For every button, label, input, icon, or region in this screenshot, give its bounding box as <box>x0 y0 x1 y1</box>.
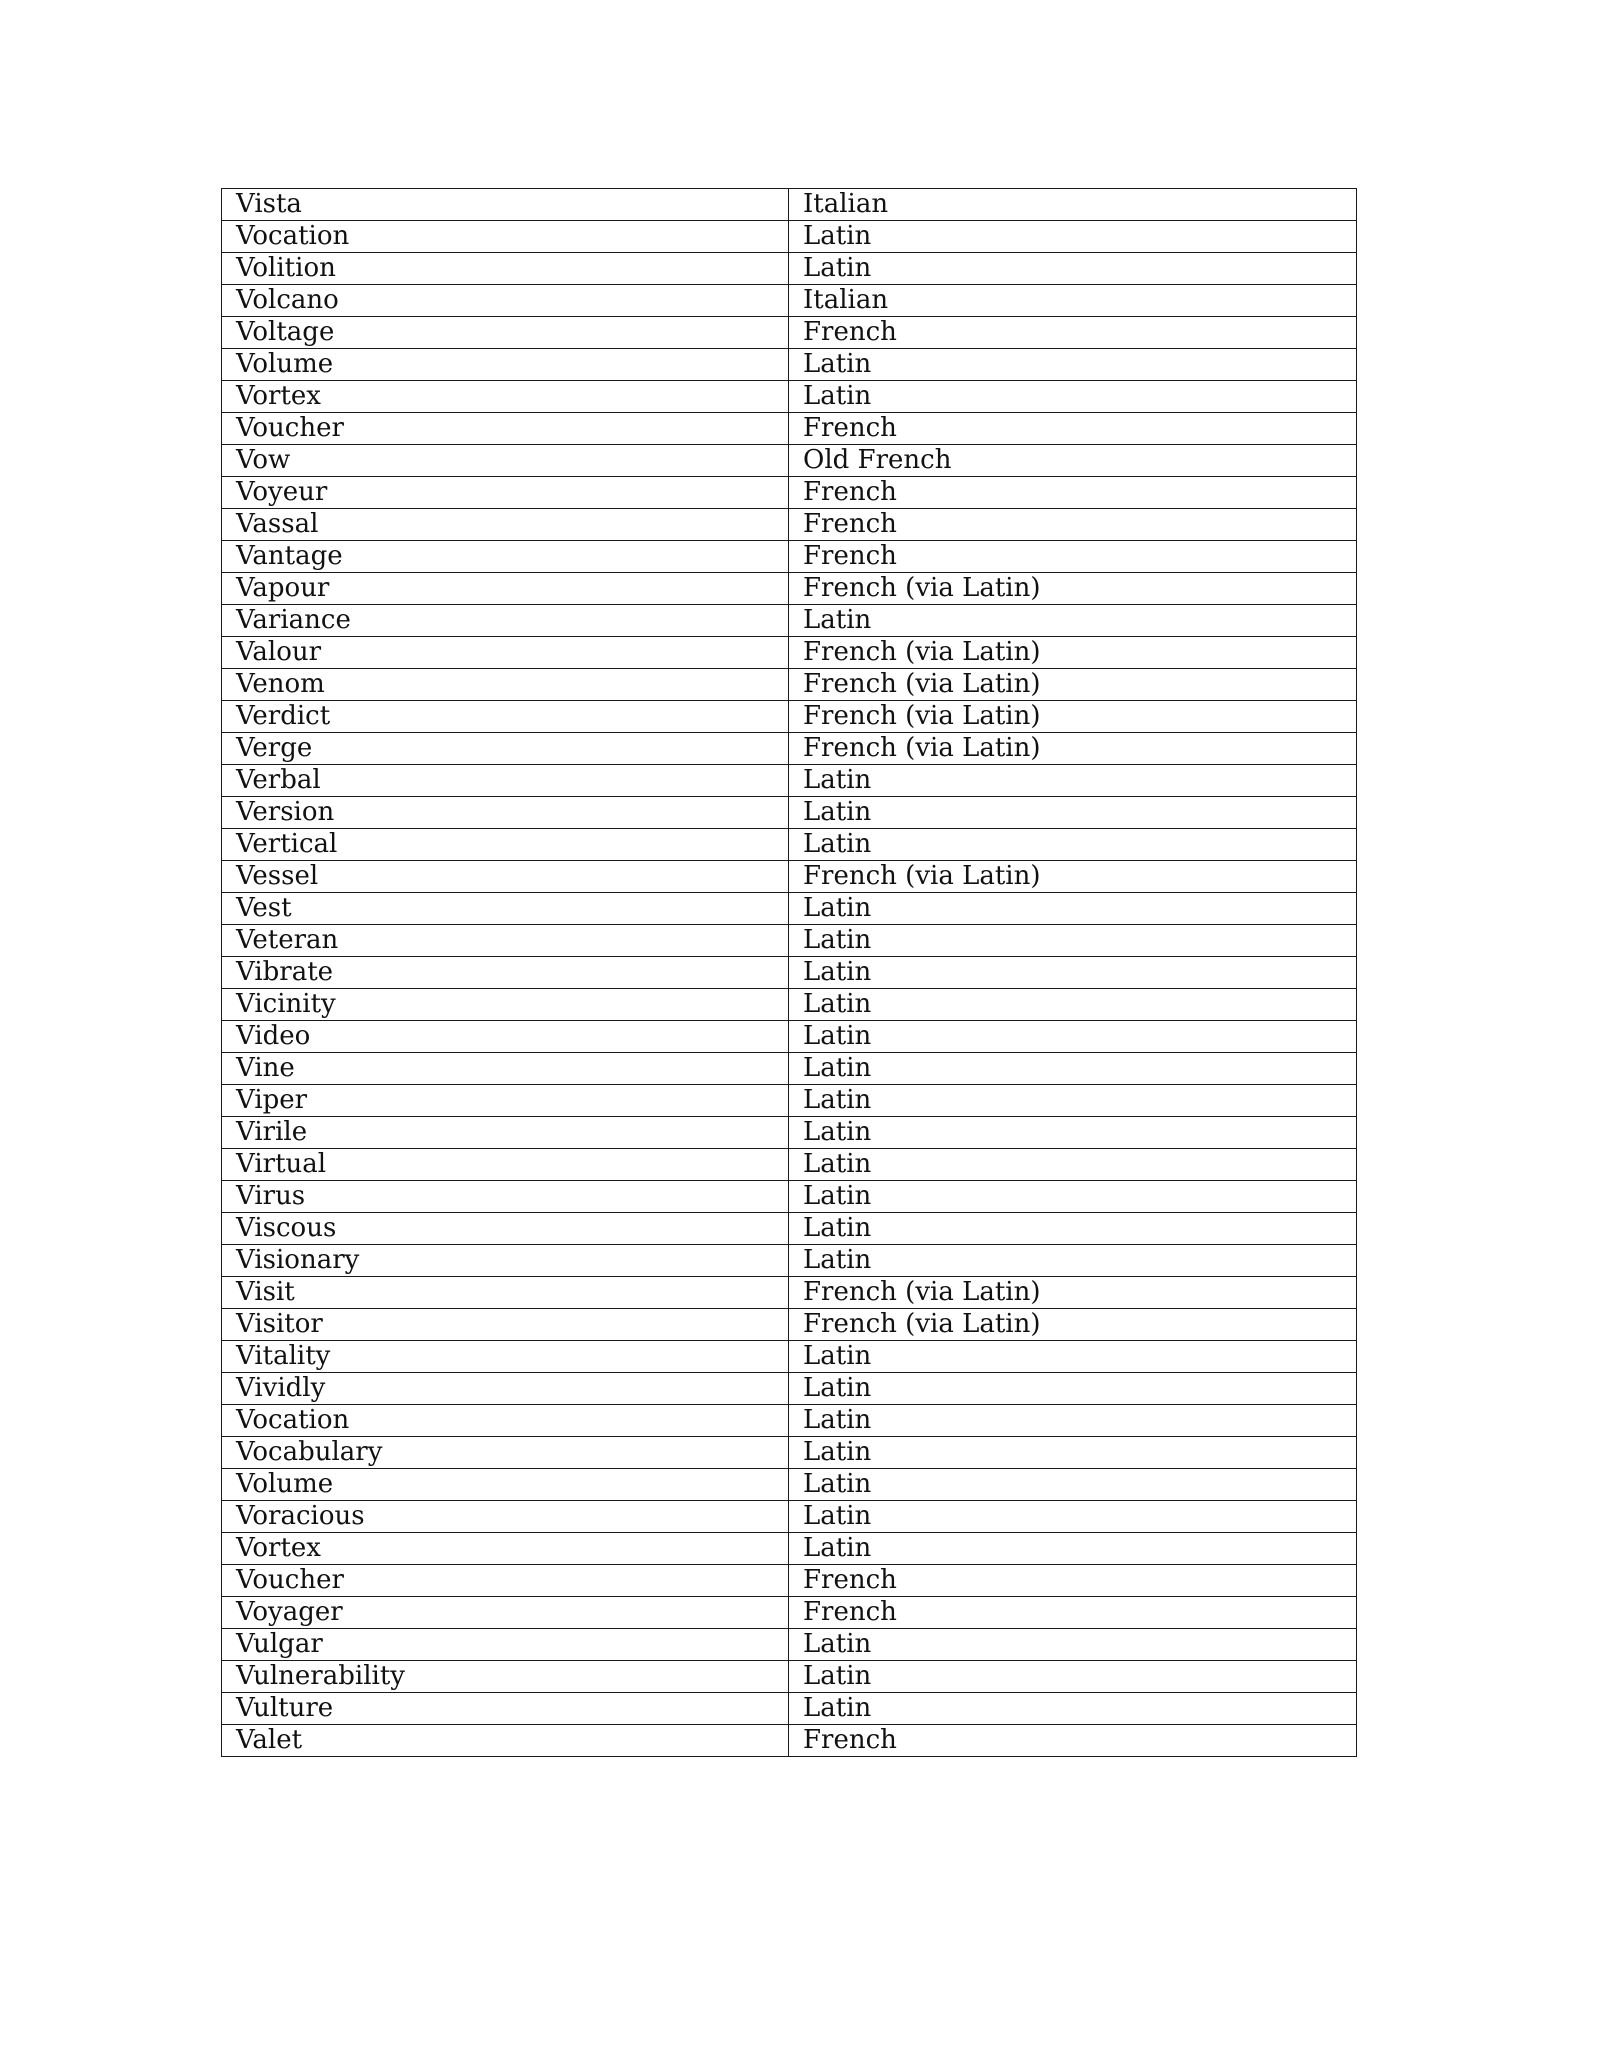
table-row <box>222 189 1357 221</box>
origin-cell: Latin <box>789 1341 1357 1373</box>
table-row <box>222 1309 1357 1341</box>
origin-cell: Latin <box>789 925 1357 957</box>
table-row <box>222 605 1357 637</box>
word-cell: Verge <box>222 733 789 765</box>
word-cell: Variance <box>222 605 789 637</box>
table-row <box>222 1501 1357 1533</box>
table-row <box>222 637 1357 669</box>
word-cell: Voucher <box>222 1565 789 1597</box>
table-row <box>222 1053 1357 1085</box>
word-origin-table <box>221 188 1357 1757</box>
table-row <box>222 445 1357 477</box>
word-cell: Volcano <box>222 285 789 317</box>
table-row <box>222 733 1357 765</box>
word-cell: Video <box>222 1021 789 1053</box>
origin-cell: French (via Latin) <box>789 861 1357 893</box>
origin-cell: Latin <box>789 1149 1357 1181</box>
table-row <box>222 1661 1357 1693</box>
word-cell: Volume <box>222 1469 789 1501</box>
table-row <box>222 989 1357 1021</box>
table-row <box>222 1469 1357 1501</box>
origin-cell: Latin <box>789 1533 1357 1565</box>
origin-cell: Latin <box>789 605 1357 637</box>
table-row <box>222 253 1357 285</box>
origin-cell: French (via Latin) <box>789 637 1357 669</box>
word-cell: Vocation <box>222 1405 789 1437</box>
origin-cell: Latin <box>789 1373 1357 1405</box>
origin-cell: Latin <box>789 1437 1357 1469</box>
origin-cell: French <box>789 541 1357 573</box>
word-cell: Voltage <box>222 317 789 349</box>
word-cell: Volition <box>222 253 789 285</box>
word-cell: Vulnerability <box>222 1661 789 1693</box>
table-row <box>222 861 1357 893</box>
origin-cell: French <box>789 1597 1357 1629</box>
table-row <box>222 1565 1357 1597</box>
origin-cell: Latin <box>789 1629 1357 1661</box>
word-cell: Vulture <box>222 1693 789 1725</box>
table-row <box>222 797 1357 829</box>
word-cell: Vapour <box>222 573 789 605</box>
word-cell: Virtual <box>222 1149 789 1181</box>
table-row <box>222 829 1357 861</box>
origin-cell: Latin <box>789 829 1357 861</box>
origin-cell: French <box>789 1725 1357 1757</box>
origin-cell: Latin <box>789 765 1357 797</box>
origin-cell: Latin <box>789 1469 1357 1501</box>
table-row <box>222 925 1357 957</box>
origin-cell: Latin <box>789 1053 1357 1085</box>
word-cell: Vocabulary <box>222 1437 789 1469</box>
table-row <box>222 1629 1357 1661</box>
table-row <box>222 1277 1357 1309</box>
table-row <box>222 765 1357 797</box>
table-body <box>222 189 1357 1757</box>
table-row <box>222 1693 1357 1725</box>
word-cell: Voyager <box>222 1597 789 1629</box>
table-row <box>222 1245 1357 1277</box>
origin-cell: Latin <box>789 253 1357 285</box>
table-row <box>222 541 1357 573</box>
word-cell: Vest <box>222 893 789 925</box>
word-cell: Vortex <box>222 1533 789 1565</box>
table-row <box>222 477 1357 509</box>
word-cell: Virile <box>222 1117 789 1149</box>
origin-cell: Italian <box>789 285 1357 317</box>
table-row <box>222 1437 1357 1469</box>
origin-cell: Latin <box>789 1661 1357 1693</box>
table-row <box>222 1533 1357 1565</box>
word-cell: Vicinity <box>222 989 789 1021</box>
origin-cell: Latin <box>789 349 1357 381</box>
origin-cell: Latin <box>789 989 1357 1021</box>
origin-cell: French <box>789 1565 1357 1597</box>
table-row <box>222 1405 1357 1437</box>
origin-cell: French (via Latin) <box>789 733 1357 765</box>
origin-cell: Latin <box>789 1245 1357 1277</box>
table-row <box>222 1181 1357 1213</box>
word-cell: Verdict <box>222 701 789 733</box>
table-row <box>222 1085 1357 1117</box>
word-cell: Vassal <box>222 509 789 541</box>
table-row <box>222 317 1357 349</box>
word-cell: Vista <box>222 189 789 221</box>
table-row <box>222 1373 1357 1405</box>
word-cell: Visitor <box>222 1309 789 1341</box>
origin-cell: French <box>789 509 1357 541</box>
word-cell: Visionary <box>222 1245 789 1277</box>
origin-cell: Latin <box>789 1181 1357 1213</box>
origin-cell: Latin <box>789 1085 1357 1117</box>
table-row <box>222 1021 1357 1053</box>
table-row <box>222 957 1357 989</box>
table-row <box>222 413 1357 445</box>
origin-cell: French (via Latin) <box>789 669 1357 701</box>
word-cell: Valet <box>222 1725 789 1757</box>
table-row <box>222 1149 1357 1181</box>
origin-cell: Latin <box>789 797 1357 829</box>
origin-cell: French <box>789 317 1357 349</box>
origin-cell: Latin <box>789 1501 1357 1533</box>
word-cell: Venom <box>222 669 789 701</box>
word-cell: Vividly <box>222 1373 789 1405</box>
word-cell: Vitality <box>222 1341 789 1373</box>
word-cell: Voyeur <box>222 477 789 509</box>
word-cell: Version <box>222 797 789 829</box>
table-row <box>222 701 1357 733</box>
origin-cell: French <box>789 413 1357 445</box>
table-row <box>222 1725 1357 1757</box>
word-cell: Voucher <box>222 413 789 445</box>
table-row <box>222 1213 1357 1245</box>
origin-cell: French (via Latin) <box>789 1277 1357 1309</box>
origin-cell: Latin <box>789 1021 1357 1053</box>
word-cell: Vertical <box>222 829 789 861</box>
origin-cell: Latin <box>789 1213 1357 1245</box>
origin-cell: French <box>789 477 1357 509</box>
word-cell: Vibrate <box>222 957 789 989</box>
word-cell: Viper <box>222 1085 789 1117</box>
table-row <box>222 893 1357 925</box>
table-row <box>222 285 1357 317</box>
word-cell: Verbal <box>222 765 789 797</box>
table-row <box>222 381 1357 413</box>
origin-cell: Latin <box>789 1117 1357 1149</box>
word-cell: Visit <box>222 1277 789 1309</box>
origin-cell: French (via Latin) <box>789 701 1357 733</box>
word-cell: Vantage <box>222 541 789 573</box>
word-cell: Vulgar <box>222 1629 789 1661</box>
table-row <box>222 669 1357 701</box>
table-row <box>222 1341 1357 1373</box>
table-row <box>222 1597 1357 1629</box>
word-cell: Valour <box>222 637 789 669</box>
word-cell: Volume <box>222 349 789 381</box>
origin-cell: French (via Latin) <box>789 573 1357 605</box>
table-row <box>222 221 1357 253</box>
table-row <box>222 509 1357 541</box>
word-cell: Viscous <box>222 1213 789 1245</box>
table-row <box>222 349 1357 381</box>
origin-cell: Old French <box>789 445 1357 477</box>
word-cell: Vortex <box>222 381 789 413</box>
table-row <box>222 1117 1357 1149</box>
word-cell: Vessel <box>222 861 789 893</box>
origin-cell: Latin <box>789 221 1357 253</box>
table-row <box>222 573 1357 605</box>
origin-cell: Latin <box>789 1693 1357 1725</box>
origin-cell: Italian <box>789 189 1357 221</box>
word-cell: Virus <box>222 1181 789 1213</box>
origin-cell: Latin <box>789 893 1357 925</box>
origin-cell: French (via Latin) <box>789 1309 1357 1341</box>
origin-cell: Latin <box>789 957 1357 989</box>
word-cell: Vocation <box>222 221 789 253</box>
origin-cell: Latin <box>789 381 1357 413</box>
origin-cell: Latin <box>789 1405 1357 1437</box>
word-cell: Voracious <box>222 1501 789 1533</box>
word-cell: Veteran <box>222 925 789 957</box>
word-cell: Vine <box>222 1053 789 1085</box>
word-cell: Vow <box>222 445 789 477</box>
